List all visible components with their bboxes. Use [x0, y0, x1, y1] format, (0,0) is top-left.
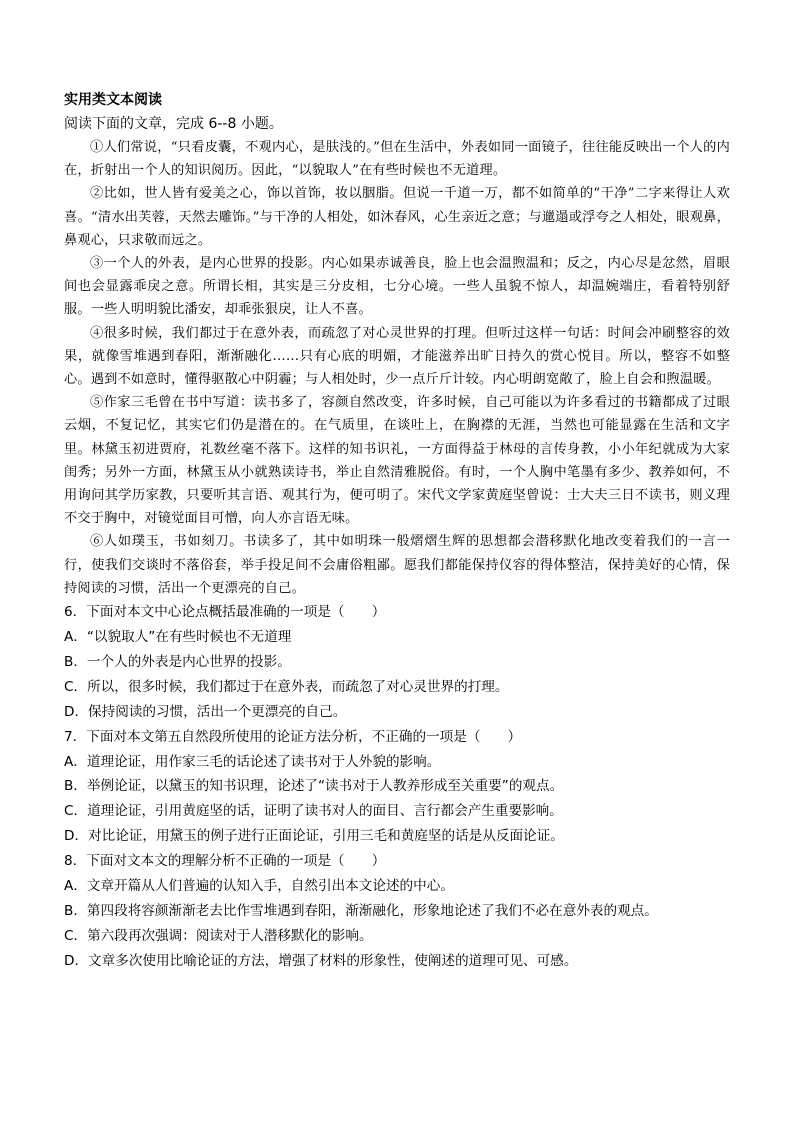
option-d: D．保持阅读的习惯，活出一个更漂亮的自己。 [64, 703, 347, 720]
option-b: B．举例论证，以黛玉的知书识理，论述了“读书对于人教养形成至关重要”的观点。 [64, 778, 564, 795]
paragraph-5: ⑤作家三毛曾在书中写道：读书多了，容颜自然改变，许多时候，自己可能以为许多看过的书籍都成了过眼云烟，不复记忆，其实它们仍是潜在的。在气质里，在谈吐上，在胸襟的无涯，当然也可能显露在生活和文字里。林黛玉初进贾府，礼数丝毫不落下。这样的知书识礼，一方面得益于林母的言传身教，小小年纪就成为大家闺秀；另外一方面，林黛玉从小就熟读诗书，举止自然清雅脱俗。有时，一个人胸中笔墨有多少、教养如何，不用询问其学历家教，只要听其言语、观其行为，便可明了。宋代文学家黄庭坚曾说：士大夫三日不读书，则义理不交于胸中，对镜觉面目可憎，向人亦言语无味。 [64, 395, 730, 527]
question-stem: 7．下面对本文第五自然段所使用的论证方法分析，不正确的一项是（ ） [64, 728, 522, 745]
question-list [64, 600, 730, 974]
section-title: 实用类文本阅读 [64, 92, 162, 108]
question-stem: 8．下面对文本文的理解分析不正确的一项是（ ） [64, 853, 386, 870]
option-c: C．所以，很多时候，我们都过于在意外表，而疏忽了对心灵世界的打理。 [64, 678, 509, 695]
question-8 [64, 849, 730, 974]
option-d: D．对比论证，用黛玉的例子进行正面论证，引用三毛和黄庭坚的话是从反面论证。 [64, 828, 564, 845]
paragraph-6: ⑥人如璞玉，书如刻刀。书读多了，其中如明珠一般熠熠生辉的思想都会潜移默化地改变着我们的一言一行，使我们交谈时不落俗套，举手投足间不会庸俗粗鄙。愿我们都能保持仪容的得体整洁，保持美好的心情，保持阅读的习惯，活出一个更漂亮的自己。 [64, 534, 730, 596]
question-6 [64, 600, 730, 725]
paragraph-3: ③一个人的外表，是内心世界的投影。内心如果赤诚善良，脸上也会温煦温和；反之，内心尽是忿然，眉眼间也会显露乖戾之意。所谓长相，其实是三分皮相，七分心境。一些人虽貌不惊人，却温婉端庄，看着特别舒服。一些人明明貌比潘安，却乖张狠戾，让人不喜。 [64, 256, 730, 318]
option-c: C．第六段再次强调：阅读对于人潜移默化的影响。 [64, 927, 373, 944]
option-d: D．文章多次使用比喻论证的方法，增强了材料的形象性，使阐述的道理可见、可感。 [64, 952, 578, 969]
option-b: B．第四段将容颜渐渐老去比作雪堆遇到春阳，渐渐融化，形象地论述了我们不必在意外表的观点。 [64, 902, 658, 919]
option-a: A．“以貌取人”在有些时候也不无道理 [64, 628, 292, 645]
question-stem: 6．下面对本文中心论点概括最准确的一项是（ ） [64, 604, 386, 621]
paragraph-1: ①人们常说，“只看皮囊，不观内心，是肤浅的。”但在生活中，外表如同一面镜子，往往能反映出一个人的内在，折射出一个人的知识阅历。因此，“以貌取人”在有些时候也不无道理。 [64, 140, 730, 179]
option-a: A．文章开篇从人们普遍的认知入手，自然引出本文论述的中心。 [64, 878, 454, 895]
article-passage [64, 136, 730, 600]
paragraph-4: ④很多时候，我们都过于在意外表，而疏忽了对心灵世界的打理。但听过这样一句话：时间会冲刷整容的效果，就像雪堆遇到春阳，渐渐融化……只有心底的明媚，才能滋养出旷日持久的赏心悦目。所以，整容不如整心。遇到不如意时，懂得驱散心中阴霾；与人相处时，少一点斤斤计较。内心明朗宽敞了，脸上自会和煦温暖。 [64, 325, 730, 388]
paragraph-2: ②比如，世人皆有爱美之心，饰以首饰，妆以胭脂。但说一千道一万，都不如简单的“干净”二字来得让人欢喜。“清水出芙蓉，天然去雕饰。”与干净的人相处，如沐春风，心生亲近之意；与邋遢或浮夸之人相处，眼观鼻，鼻观心，只求敬而远之。 [64, 186, 730, 248]
option-a: A．道理论证，用作家三毛的话论述了读书对于人外貌的影响。 [64, 753, 441, 770]
exam-page [64, 88, 730, 974]
reading-instruction: 阅读下面的文章，完成 6--8 小题。 [64, 116, 283, 132]
question-7 [64, 725, 730, 850]
option-c: C．道理论证，引用黄庭坚的话，证明了读书对人的面目、言行都会产生重要影响。 [64, 803, 563, 820]
option-b: B．一个人的外表是内心世界的投影。 [64, 653, 291, 670]
